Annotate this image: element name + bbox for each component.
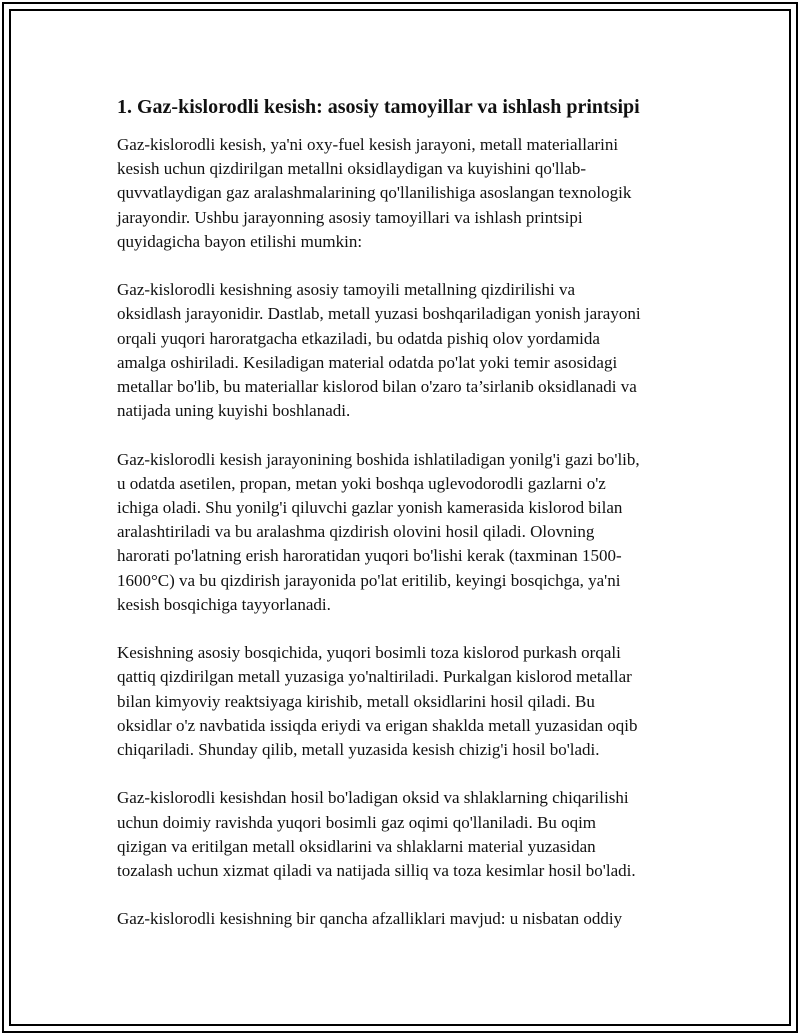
text-line: uchun doimiy ravishda yuqori bosimli gaz oqimi qo'llaniladi. Bu oqim <box>117 812 597 832</box>
text-line: ichiga oladi. Shu yonilg'i qiluvchi gazlar yonish kamerasida kislorod bilan <box>117 498 623 518</box>
text-line: Gaz-kislorodli kesishdan hosil bo'ladigan oksid va shlaklarning chiqarilishi <box>117 788 629 808</box>
text-line: Gaz-kislorodli kesish jarayonining boshida ishlatiladigan yonilg'i gazi bo'lib, <box>117 449 640 469</box>
text-line: u odatda asetilen, propan, metan yoki boshqa uglevodorodli gazlarni o'z <box>117 473 606 493</box>
paragraph-1 <box>117 133 757 254</box>
text-line: Gaz-kislorodli kesishning bir qancha afzalliklari mavjud: u nisbatan oddiy <box>117 909 623 929</box>
text-line: aralashtiriladi va bu aralashma qizdirish olovini hosil qiladi. Olovning <box>117 522 595 542</box>
paragraph-6 <box>117 907 757 931</box>
paragraph-5 <box>117 786 757 883</box>
text-line: kesish bosqichiga tayyorlanadi. <box>117 594 331 614</box>
text-line: tozalash uchun xizmat qiladi va natijada silliq va toza kesimlar hosil bo'ladi. <box>117 861 636 881</box>
text-line: bilan kimyoviy reaktsiyaga kirishib, metall oksidlarini hosil qiladi. Bu <box>117 691 595 711</box>
text-line: kesish uchun qizdirilgan metallni oksidlaydigan va kuyishini qo'llab- <box>117 159 587 179</box>
text-line: quyidagicha bayon etilishi mumkin: <box>117 231 363 251</box>
text-line: oksidlash jarayonidir. Dastlab, metall yuzasi boshqariladigan yonish jarayoni <box>117 304 641 324</box>
text-line: qizigan va eritilgan metall oksidlarini va shlaklarni material yuzasidan <box>117 836 596 856</box>
paragraph-4 <box>117 641 757 762</box>
text-line: natijada uning kuyishi boshlanadi. <box>117 401 351 421</box>
text-line: orqali yuqori haroratgacha etkaziladi, bu odatda pishiq olov yordamida <box>117 328 600 348</box>
paragraph-3 <box>117 448 757 617</box>
text-line: amalga oshiriladi. Kesiladigan material odatda po'lat yoki temir asosidagi <box>117 352 618 372</box>
section-heading: 1. Gaz-kislorodli kesish: asosiy tamoyillar va ishlash printsipi <box>117 96 640 118</box>
paragraph-2 <box>117 278 757 423</box>
text-line: chiqariladi. Shunday qilib, metall yuzasida kesish chizig'i hosil bo'ladi. <box>117 740 600 760</box>
text-line: Gaz-kislorodli kesish, ya'ni oxy-fuel kesish jarayoni, metall materiallarini <box>117 135 619 154</box>
text-line: Kesishning asosiy bosqichida, yuqori bosimli toza kislorod purkash orqali <box>117 643 621 663</box>
text-line: quvvatlaydigan gaz aralashmalarining qo'llanilishiga asoslangan texnologik <box>117 183 632 203</box>
text-line: oksidlar o'z navbatida issiqda eriydi va erigan shaklda metall yuzasidan oqib <box>117 715 638 735</box>
document-body <box>117 94 757 956</box>
text-line: qattiq qizdirilgan metall yuzasiga yo'naltiriladi. Purkalgan kislorod metallar <box>117 667 632 687</box>
text-line: metallar bo'lib, bu materiallar kislorod bilan o'zaro ta’sirlanib oksidlanadi va <box>117 377 637 397</box>
text-line: jarayondir. Ushbu jarayonning asosiy tamoyillari va ishlash printsipi <box>117 207 583 227</box>
text-line: harorati po'latning erish haroratidan yuqori bo'lishi kerak (taxminan 1500- <box>117 546 622 566</box>
text-line: 1600°C) va bu qizdirish jarayonida po'lat eritilib, keyingi bosqichga, ya'ni <box>117 570 621 590</box>
text-line: Gaz-kislorodli kesishning asosiy tamoyili metallning qizdirilishi va <box>117 280 575 300</box>
